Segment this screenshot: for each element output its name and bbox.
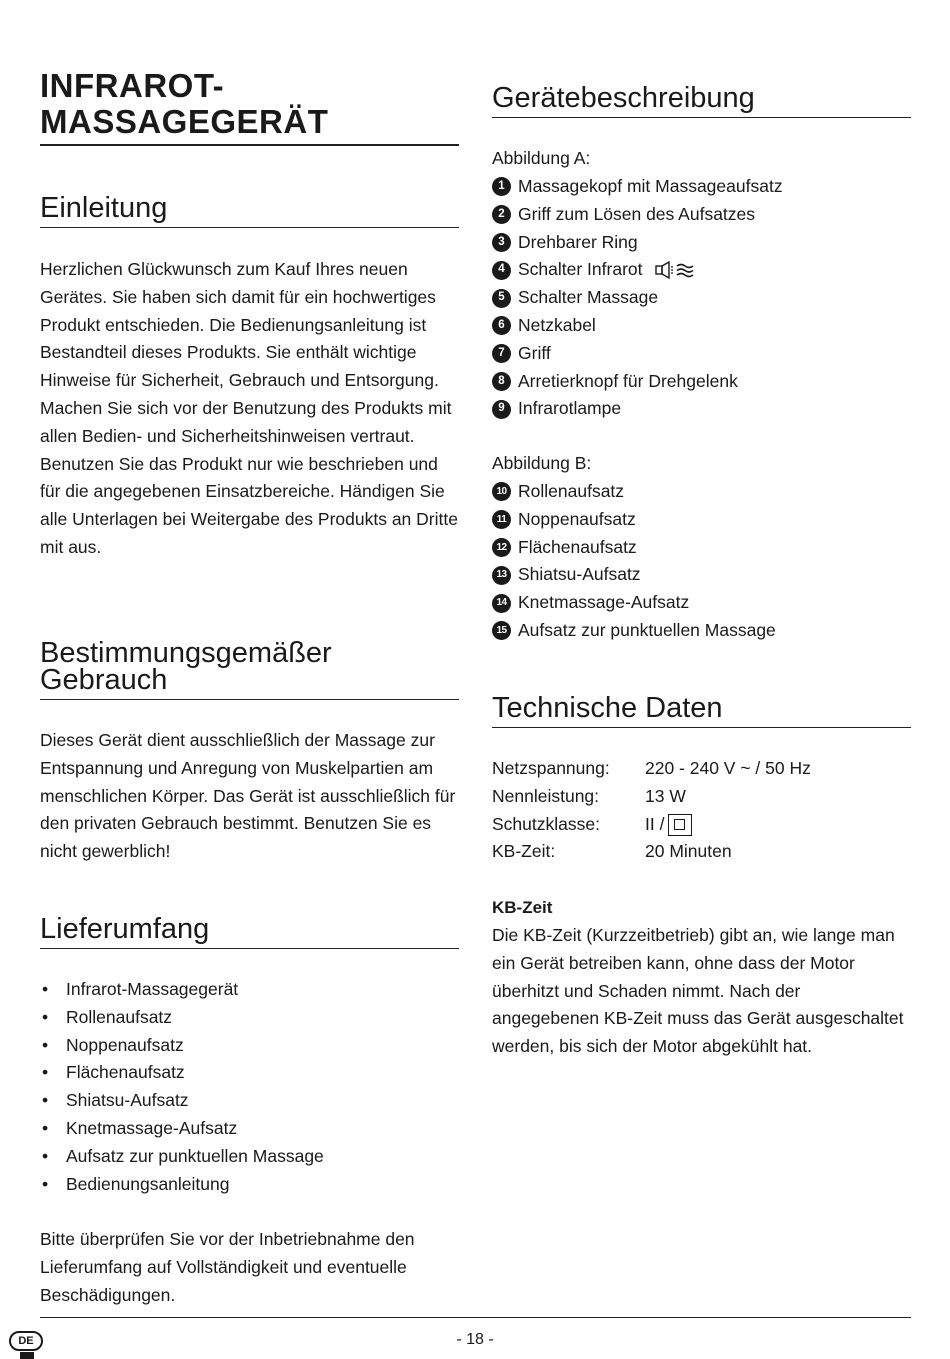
part-label: Netzkabel <box>518 314 596 335</box>
spec-table <box>492 755 811 866</box>
part-label: Schalter Massage <box>518 287 659 308</box>
list-item <box>40 1171 459 1199</box>
bullet-icon: • <box>42 1173 49 1194</box>
spec-row <box>492 783 811 811</box>
list-item <box>40 1059 459 1087</box>
spec-value-cell <box>645 811 811 839</box>
bullet-icon: • <box>42 1006 49 1027</box>
part-number-badge: 12 <box>492 538 511 557</box>
bullet-icon: • <box>42 1090 49 1111</box>
list-item-label: Flächenaufsatz <box>66 1062 185 1083</box>
bullet-icon: • <box>42 1034 49 1055</box>
heading-geraetebeschreibung: Gerätebeschreibung <box>492 84 911 118</box>
list-item <box>40 1143 459 1171</box>
spec-value: 20 Minuten <box>645 841 732 862</box>
language-badge-tab <box>20 1352 34 1359</box>
footer-rule <box>40 1317 911 1318</box>
part-number-badge: 4 <box>492 261 511 280</box>
part-item <box>492 506 911 534</box>
part-number-badge: 11 <box>492 510 511 529</box>
fig-a-parts-list <box>492 173 911 423</box>
spec-key: KB-Zeit: <box>492 841 556 862</box>
list-item <box>40 1032 459 1060</box>
spec-value-cell <box>645 755 811 783</box>
infrared-heat-icon <box>655 261 699 279</box>
list-item <box>40 1004 459 1032</box>
spec-row <box>492 755 811 783</box>
protection-class-ii-icon <box>668 814 692 836</box>
fig-b-parts-list <box>492 478 911 645</box>
kb-zeit-heading: KB-Zeit <box>492 898 553 917</box>
list-item-label: Bedienungsanleitung <box>66 1173 230 1194</box>
part-number-badge: 1 <box>492 177 511 196</box>
part-item <box>492 561 911 589</box>
part-item <box>492 368 911 396</box>
part-label: Arretierknopf für Drehgelenk <box>518 370 738 391</box>
spec-value-cell <box>645 783 811 811</box>
spec-value: 13 W <box>645 785 686 806</box>
part-label: Aufsatz zur punktuellen Massage <box>518 619 776 640</box>
list-item <box>40 1115 459 1143</box>
main-title: INFRAROT- MASSAGEGERÄT <box>40 68 459 146</box>
spec-key: Nennleistung: <box>492 785 600 806</box>
language-badge: DE <box>9 1331 43 1351</box>
part-item <box>492 201 911 229</box>
part-item <box>492 229 911 257</box>
part-number-badge: 7 <box>492 344 511 363</box>
part-label: Flächenaufsatz <box>518 536 637 557</box>
bullet-icon: • <box>42 1145 49 1166</box>
part-label: Rollenaufsatz <box>518 481 625 501</box>
heading-einleitung: Einleitung <box>40 194 459 228</box>
part-item <box>492 478 911 506</box>
part-number-badge: 5 <box>492 289 511 308</box>
spec-value-cell <box>645 838 811 866</box>
heading-lieferumfang: Lieferumfang <box>40 915 459 949</box>
part-number-badge: 3 <box>492 233 511 252</box>
spec-value: 220 - 240 V ~ / 50 Hz <box>645 758 811 778</box>
part-number-badge: 13 <box>492 566 511 585</box>
part-label: Drehbarer Ring <box>518 231 638 252</box>
part-item <box>492 534 911 562</box>
heading-technische-daten: Technische Daten <box>492 694 911 728</box>
lieferumfang-note: Bitte überprüfen Sie vor der Inbetriebnahme den Lieferumfang auf Vollständigkeit und eventuelle Beschädigungen. <box>40 1229 415 1305</box>
part-item <box>492 340 911 368</box>
list-item-label: Shiatsu-Aufsatz <box>66 1090 189 1111</box>
part-item <box>492 173 911 201</box>
list-item <box>40 976 459 1004</box>
part-label: Schalter Infrarot <box>518 259 643 280</box>
list-item-label: Rollenaufsatz <box>66 1006 173 1027</box>
spec-value: II / <box>645 813 665 834</box>
part-item <box>492 312 911 340</box>
list-item <box>40 1087 459 1115</box>
part-number-badge: 8 <box>492 372 511 391</box>
einleitung-text: Herzlichen Glückwunsch zum Kauf Ihres neuen Gerätes. Sie haben sich damit für ein hochwertiges Produkt entschieden. Die Bedienungsanleitung ist Bestandteil dieses Produkts. Sie enthält wichtige Hinweise für Sicherheit, Gebrauch und Entsorgung. Machen Sie sich vor der Benutzung des Produkts mit allen Bedien- und Sicherheitshinweisen vertraut. Benutzen Sie das Produkt nur wie beschrieben und für die angegebenen Einsatzbereiche. Händigen Sie alle Unterlagen bei Weitergabe des Produkts an Dritte mit aus. <box>40 259 458 557</box>
part-number-badge: 10 <box>492 482 511 501</box>
fig-a-label: Abbildung A: <box>492 148 591 168</box>
heading-bestimmung-text: Bestimmungsgemäßer Gebrauch <box>40 637 332 696</box>
list-item-label: Knetmassage-Aufsatz <box>66 1117 238 1138</box>
part-number-badge: 9 <box>492 400 511 419</box>
list-item-label: Aufsatz zur punktuellen Massage <box>66 1145 324 1166</box>
heading-bestimmung <box>40 637 459 700</box>
part-item <box>492 284 911 312</box>
part-label: Griff <box>518 342 551 363</box>
bestimmung-text: Dieses Gerät dient ausschließlich der Massage zur Entspannung und Anregung von Muskelpartien am menschlichen Körper. Das Gerät ist ausschließlich für den privaten Gebrauch bestimmt. Benutzen Sie es nicht gewerblich! <box>40 730 456 862</box>
part-label: Griff zum Lösen des Aufsatzes <box>518 203 756 224</box>
part-label: Noppenaufsatz <box>518 508 636 529</box>
page-number: - 18 - <box>456 1331 494 1348</box>
part-number-badge: 14 <box>492 594 511 613</box>
list-item-label: Infrarot-Massagegerät <box>66 979 239 999</box>
spec-key: Schutzklasse: <box>492 813 600 834</box>
part-number-badge: 6 <box>492 316 511 335</box>
part-label: Infrarotlampe <box>518 398 622 419</box>
spec-row <box>492 838 811 866</box>
bullet-icon: • <box>42 1062 49 1083</box>
fig-b-label: Abbildung B: <box>492 453 592 473</box>
part-label: Knetmassage-Aufsatz <box>518 592 690 613</box>
part-label: Shiatsu-Aufsatz <box>518 564 641 585</box>
part-item <box>492 589 911 617</box>
bullet-icon: • <box>42 979 49 999</box>
part-number-badge: 2 <box>492 205 511 224</box>
part-item <box>492 256 911 284</box>
kb-zeit-text: Die KB-Zeit (Kurzzeitbetrieb) gibt an, wie lange man ein Gerät betreiben kann, ohne dass der Motor überhitzt und Schaden nimmt. Nach der angegebenen KB-Zeit muss das Gerät ausgeschaltet werden, bis sich der Motor abgekühlt hat. <box>492 925 904 1057</box>
list-item-label: Noppenaufsatz <box>66 1034 184 1055</box>
spec-row <box>492 811 811 839</box>
spec-key: Netzspannung: <box>492 758 610 778</box>
lieferumfang-list <box>40 976 459 1198</box>
part-item <box>492 617 911 645</box>
bullet-icon: • <box>42 1117 49 1138</box>
part-number-badge: 15 <box>492 621 511 640</box>
part-item <box>492 395 911 423</box>
part-label: Massagekopf mit Massageaufsatz <box>518 176 783 196</box>
